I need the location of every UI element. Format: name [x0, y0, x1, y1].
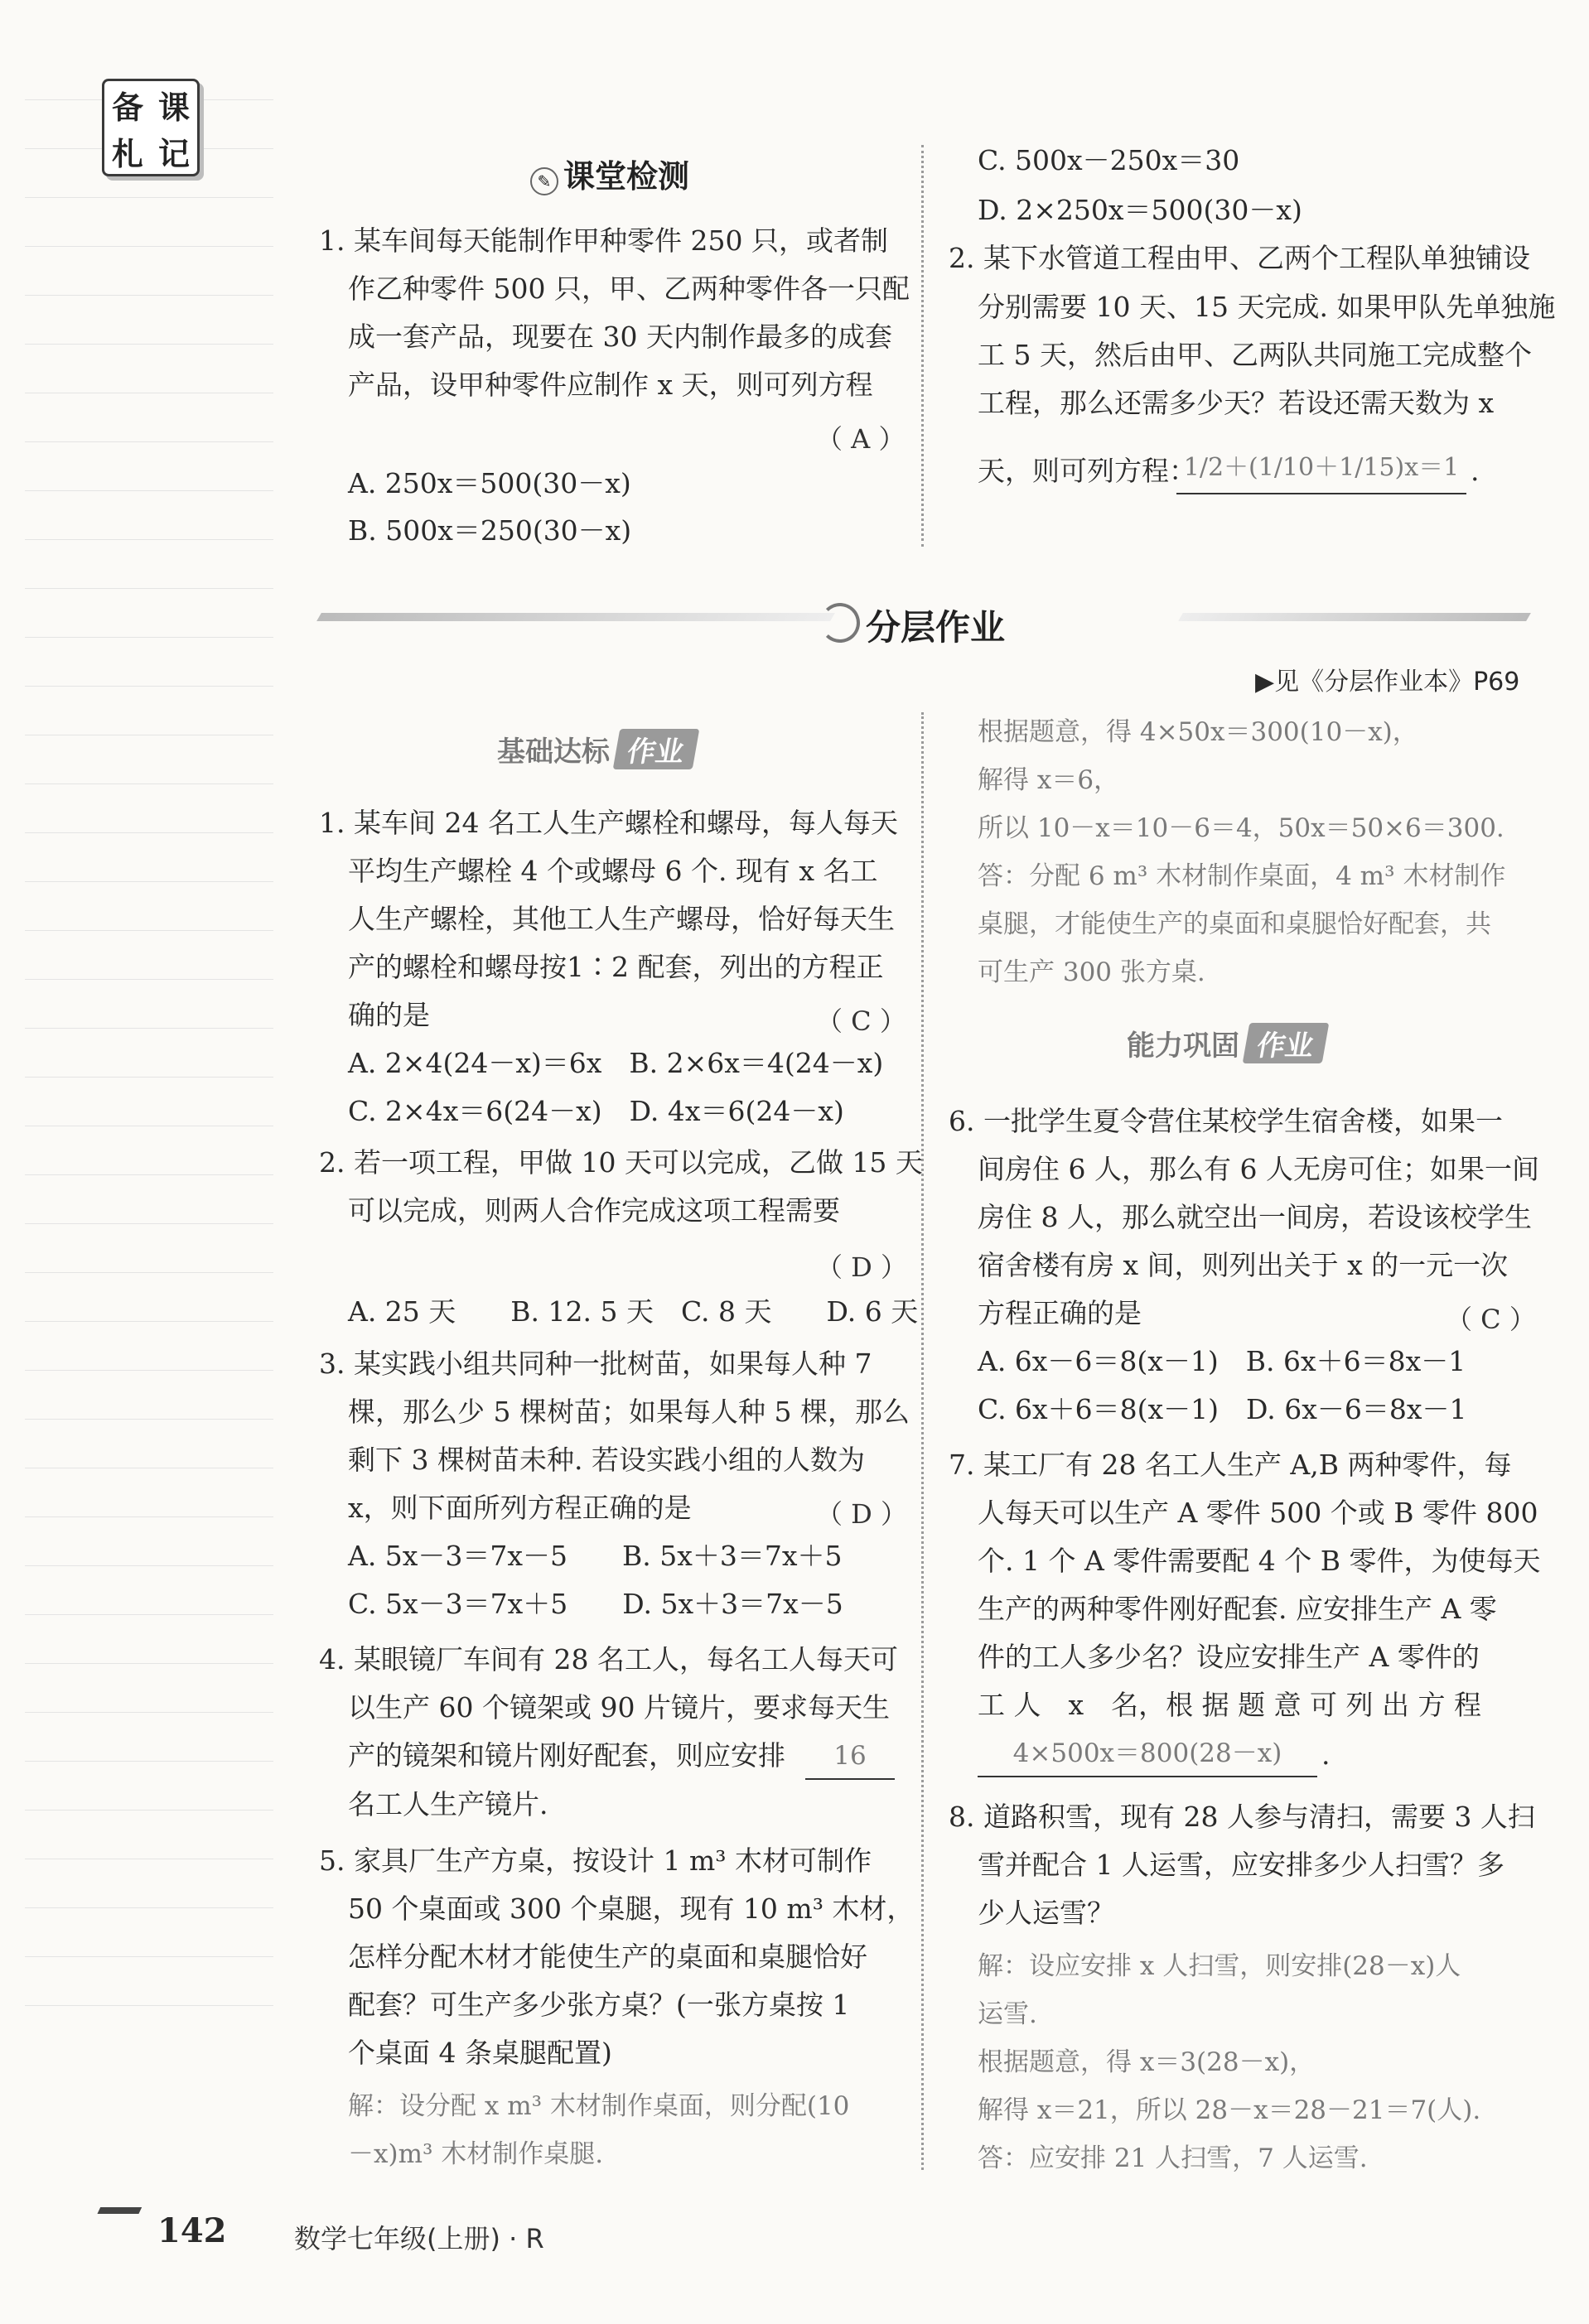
option-b: B. 500x＝250(30－x): [348, 514, 632, 547]
solution-line: 解得 x＝21，所以 28－x＝28－21＝7(人).: [978, 2095, 1481, 2125]
answer-blank: 1/2＋(1/10＋1/15)x＝1: [1176, 443, 1466, 494]
options-row: A. 2×4(24－x)＝6x B. 2×6x＝4(24－x): [348, 1047, 884, 1079]
question-line: 人生产螺栓，其他工人生产螺母，恰好每天生: [348, 903, 895, 935]
option-d: D. 2×250x＝500(30－x): [978, 194, 1302, 226]
options-row: A. 5x－3＝7x－5 B. 5x＋3＝7x＋5: [348, 1540, 843, 1572]
note-char: 备: [111, 89, 143, 126]
pencil-icon: ✎: [530, 167, 558, 195]
basic-badge: [497, 729, 696, 769]
answer-blank: 16: [805, 1732, 895, 1780]
column-divider-main: [921, 712, 924, 2170]
question-line: 个. 1 个 A 零件需要配 4 个 B 零件，为使每天: [978, 1545, 1541, 1577]
question-line: 人每天可以生产 A 零件 500 个或 B 零件 800: [978, 1497, 1538, 1529]
question-line: 间房住 6 人，那么有 6 人无房可住；如果一间: [978, 1153, 1539, 1185]
question-line: 平均生产螺栓 4 个或螺母 6 个. 现有 x 名工: [348, 855, 878, 887]
answer-choice: （ C ）: [1446, 1304, 1536, 1335]
column-divider-top: [921, 145, 924, 547]
question-line: 产的螺栓和螺母按1∶2 配套，列出的方程正: [348, 951, 884, 983]
answer-choice: （ D ）: [816, 1498, 908, 1530]
question-line: 宿舍楼有房 x 间，则列出关于 x 的一元一次: [978, 1249, 1509, 1281]
question-line: 2. 若一项工程，甲做 10 天可以完成，乙做 15 天: [319, 1146, 923, 1179]
question-line: 1. 某车间每天能制作甲种零件 250 只，或者制: [319, 224, 888, 257]
question-line: 3. 某实践小组共同种一批树苗，如果每人种 7: [319, 1348, 872, 1380]
layered-homework-title: 分层作业: [866, 607, 1006, 648]
page-corner-mark: [82, 2207, 142, 2247]
question-line: 怎样分配木材才能使生产的桌面和桌腿恰好: [348, 1941, 867, 1973]
question-line: 工程，那么还需多少天？若设还需天数为 x: [978, 387, 1495, 419]
question-line: 个桌面 4 条桌腿配置): [348, 2037, 612, 2069]
solution-line: 解得 x＝6，: [978, 765, 1120, 795]
question-line: 少人运雪？: [978, 1897, 1114, 1929]
question-line: 方程正确的是: [978, 1297, 1142, 1329]
answer-choice: （ C ）: [816, 1005, 906, 1037]
question-line: 7. 某工厂有 28 名工人生产 A,B 两种零件，每: [949, 1449, 1512, 1481]
solution-line: 所以 10－x＝10－6＝4，50x＝50×6＝300.: [978, 813, 1504, 843]
badge-tag: 作业: [1243, 1023, 1330, 1063]
note-char: 课: [157, 89, 190, 126]
option-c: C. 500x－250x＝30: [978, 144, 1240, 176]
question-line: 50 个桌面或 300 个桌腿，现有 10 m³ 木材，: [348, 1892, 915, 1925]
margin-ruled-lines: [25, 99, 273, 2153]
classroom-check-title: ✎ 课堂检测: [530, 151, 689, 196]
solution-line: 解：设分配 x m³ 木材制作桌面，则分配(10: [348, 2091, 850, 2121]
badge-label: 能力巩固: [1127, 1029, 1239, 1063]
question-line: 产品，设甲种零件应制作 x 天，则可列方程: [348, 369, 873, 401]
option-a: A. 250x＝500(30－x): [348, 467, 631, 499]
answer-blank: 4×500x＝800(28－x): [978, 1729, 1317, 1777]
solution-line: 答：分配 6 m³ 木材制作桌面，4 m³ 木材制作: [978, 861, 1506, 891]
solution-line: 运雪.: [978, 1999, 1037, 2029]
question-line: 成一套产品，现要在 30 天内制作最多的成套: [348, 321, 892, 353]
layered-icon: [820, 603, 860, 643]
answer-choice: （ D ）: [816, 1251, 908, 1283]
question-line: 雪并配合 1 人运雪，应安排多少人扫雪？多: [978, 1849, 1504, 1881]
options-row: A. 6x－6＝8(x－1) B. 6x＋6＝8x－1: [978, 1345, 1466, 1377]
banner-right-stripe: [1178, 613, 1531, 621]
badge-label: 基础达标: [497, 735, 610, 769]
solution-line: －x)m³ 木材制作桌腿.: [348, 2139, 604, 2169]
question-line: 1. 某车间 24 名工人生产螺栓和螺母，每人每天: [319, 807, 898, 839]
question-line: 产的镜架和镜片刚好配套，则应安排: [348, 1739, 785, 1772]
question-line: 6. 一批学生夏令营住某校学生宿舍楼，如果一: [949, 1105, 1503, 1137]
question-line: 剩下 3 棵树苗未种. 若设实践小组的人数为: [348, 1444, 865, 1476]
banner-left-stripe: [316, 613, 835, 621]
badge-tag: 作业: [613, 729, 700, 769]
book-title: 数学七年级(上册) · R: [294, 2223, 544, 2254]
question-line: 确的是: [348, 999, 430, 1031]
lesson-notes-stamp: [102, 79, 200, 176]
question-line: 生产的两种零件刚好配套. 应安排生产 A 零: [978, 1593, 1497, 1625]
question-line: 4. 某眼镜厂车间有 28 名工人，每名工人每天可: [319, 1643, 898, 1675]
question-line: 工 人 x 名，根 据 题 意 可 列 出 方 程: [978, 1689, 1482, 1721]
question-line: 件的工人多少名？设应安排生产 A 零件的: [978, 1641, 1480, 1673]
question-line: 作乙种零件 500 只，甲、乙两种零件各一只配: [348, 272, 910, 305]
solution-line: 解：设应安排 x 人扫雪，则安排(28－x)人: [978, 1951, 1461, 1981]
question-line: 工 5 天，然后由甲、乙两队共同施工完成整个: [978, 339, 1532, 371]
period: .: [1321, 1738, 1331, 1771]
question-line: 名工人生产镜片.: [348, 1788, 548, 1820]
question-line: 5. 家具厂生产方桌，按设计 1 m³ 木材可制作: [319, 1844, 872, 1877]
question-line: 分别需要 10 天、15 天完成. 如果甲队先单独施: [978, 291, 1556, 323]
solution-line: 根据题意，得 4×50x＝300(10－x)，: [978, 717, 1418, 747]
question-line: 配套？可生产多少张方桌？(一张方桌按 1: [348, 1989, 850, 2021]
note-char: 记: [157, 135, 190, 172]
question-line: 房住 8 人，那么就空出一间房，若设该校学生: [978, 1201, 1532, 1233]
question-line: 天，则可列方程：: [978, 455, 1196, 487]
question-line: 以生产 60 个镜架或 90 片镜片，要求每天生: [348, 1691, 890, 1724]
note-char: 札: [111, 135, 143, 172]
options-row: C. 5x－3＝7x＋5 D. 5x＋3＝7x－5: [348, 1588, 843, 1620]
ability-badge: [1127, 1023, 1326, 1063]
workbook-reference: ▶见《分层作业本》P69: [1255, 668, 1520, 697]
question-line: x，则下面所列方程正确的是: [348, 1492, 692, 1524]
options-row: A. 25 天 B. 12. 5 天 C. 8 天 D. 6 天: [348, 1295, 919, 1328]
question-line: 棵，那么少 5 棵树苗；如果每人种 5 棵，那么: [348, 1396, 910, 1428]
page-number: 142: [157, 2211, 227, 2250]
answer-choice: （ A ）: [816, 423, 906, 455]
question-line: 可以完成，则两人合作完成这项工程需要: [348, 1194, 840, 1227]
solution-line: 答：应安排 21 人扫雪，7 人运雪.: [978, 2143, 1368, 2173]
period: .: [1471, 455, 1480, 487]
question-line: 8. 道路积雪，现有 28 人参与清扫，需要 3 人扫: [949, 1801, 1535, 1833]
options-row: C. 6x＋6＝8(x－1) D. 6x－6＝8x－1: [978, 1393, 1467, 1425]
options-row: C. 2×4x＝6(24－x) D. 4x＝6(24－x): [348, 1095, 844, 1127]
solution-line: 根据题意，得 x＝3(28－x)，: [978, 2047, 1316, 2077]
question-line: 2. 某下水管道工程由甲、乙两个工程队单独铺设: [949, 242, 1530, 274]
solution-line: 桌腿，才能使生产的桌面和桌腿恰好配套，共: [978, 909, 1491, 939]
solution-line: 可生产 300 张方桌.: [978, 957, 1205, 987]
